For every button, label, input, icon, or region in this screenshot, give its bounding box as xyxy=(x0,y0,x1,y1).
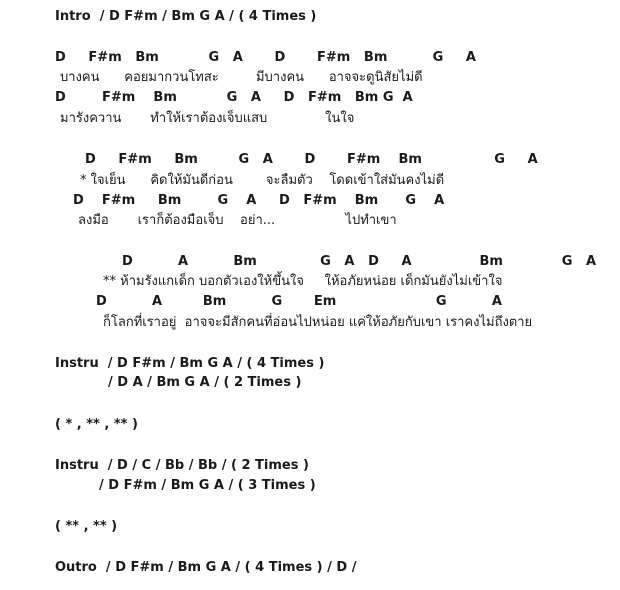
intro-line: Intro / D F#m / Bm G A / ( 4 Times ) xyxy=(55,9,317,24)
outro-line: Outro / D F#m / Bm G A / ( 4 Times ) / D / xyxy=(55,560,357,575)
verse1-chords-1: D F#m Bm G A D F#m Bm G A xyxy=(55,50,476,65)
verse2-lyrics-2: ลงมือ เราก็ต้องมือเจ็บ อย่า... ไปทำเขา xyxy=(78,213,397,228)
instru1-line-2: / D A / Bm G A / ( 2 Times ) xyxy=(108,375,302,390)
chorus-lyrics-2: ก็โลกที่เราอยู่ อาจจะมีสักคนที่อ่อนไปหน่อย แค่ให้อภัยกับเขา เราคงไม่ถึงตาย xyxy=(103,315,533,330)
chorus-chords-1: D A Bm G A D A Bm G A xyxy=(122,254,597,269)
instru1-line-1: Instru / D F#m / Bm G A / ( 4 Times ) xyxy=(55,356,325,371)
instru2-line-1: Instru / D / C / Bb / Bb / ( 2 Times ) xyxy=(55,458,309,473)
verse2-chords-1: D F#m Bm G A D F#m Bm G A xyxy=(85,152,538,167)
verse1-chords-2: D F#m Bm G A D F#m Bm G A xyxy=(55,90,413,105)
verse1-lyrics-2: มารังควาน ทำให้เราต้องเจ็บแสบ ในใจ xyxy=(60,111,355,126)
verse2-chords-2: D F#m Bm G A D F#m Bm G A xyxy=(73,193,445,208)
verse2-lyrics-1: * ใจเย็น คิดให้มันดีก่อน จะลืมตัว โดดเข้าใส่มันคงไม่ดี xyxy=(80,173,445,188)
repeat-1: ( * , ** , ** ) xyxy=(55,417,138,432)
chorus-lyrics-1: ** ห้ามรังแกเด็ก บอกตัวเองให้ขึ้นใจ ให้อภัยหน่อย เด็กมันยังไม่เข้าใจ xyxy=(103,274,503,289)
chorus-chords-2: D A Bm G Em G A xyxy=(96,294,502,309)
verse1-lyrics-1: บางคน คอยมากวนโทสะ มีบางคน อาจจะดูนิสัยไม่ดี xyxy=(60,70,423,85)
instru2-line-2: / D F#m / Bm G A / ( 3 Times ) xyxy=(99,478,316,493)
repeat-2: ( ** , ** ) xyxy=(55,519,118,534)
